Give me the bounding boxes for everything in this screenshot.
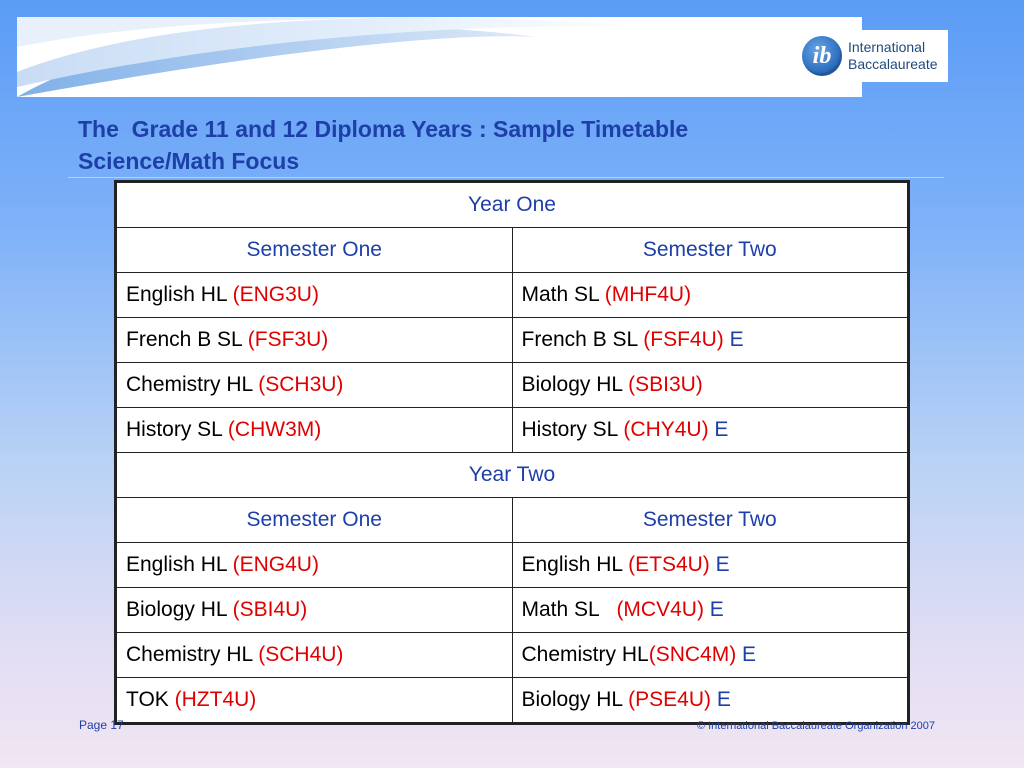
semester-two-course-cell bbox=[512, 363, 909, 408]
course-flag: E bbox=[703, 598, 724, 621]
slide-title-line-1: The Grade 11 and 12 Diploma Years : Sample Timetable bbox=[78, 116, 689, 142]
semester-one-course-cell bbox=[116, 678, 513, 724]
course-name: French B SL bbox=[521, 328, 644, 351]
copyright-notice: © International Baccalaureate Organization 2007 bbox=[696, 720, 935, 732]
course-row bbox=[116, 678, 909, 724]
course-row bbox=[116, 363, 909, 408]
year-heading: Year One bbox=[116, 182, 909, 228]
course-code: (MHF4U) bbox=[604, 283, 692, 306]
semester-two-course-cell bbox=[512, 588, 909, 633]
slide-title-line-2: Science/Math Focus bbox=[78, 148, 300, 174]
course-row bbox=[116, 318, 909, 363]
course-name: Math SL bbox=[521, 598, 617, 621]
course-row bbox=[116, 273, 909, 318]
course-row bbox=[116, 633, 909, 678]
semester-one-header: Semester One bbox=[116, 228, 513, 273]
course-name: Chemistry HL bbox=[521, 643, 649, 666]
semester-header-row bbox=[116, 228, 909, 273]
semester-one-course-cell bbox=[116, 273, 513, 318]
course-name: Math SL bbox=[521, 283, 605, 306]
course-row bbox=[116, 543, 909, 588]
course-name: English HL bbox=[521, 553, 629, 576]
course-flag: E bbox=[708, 418, 729, 441]
semester-two-course-cell bbox=[512, 633, 909, 678]
course-name: English HL bbox=[126, 553, 233, 576]
semester-one-course-cell bbox=[116, 588, 513, 633]
course-name: Biology HL bbox=[126, 598, 233, 621]
course-name: English HL bbox=[126, 283, 233, 306]
course-code: (CHW3M) bbox=[227, 418, 322, 441]
course-flag: E bbox=[709, 553, 730, 576]
header-banner bbox=[17, 17, 862, 97]
course-code: (ENG3U) bbox=[232, 283, 319, 306]
semester-two-course-cell bbox=[512, 678, 909, 724]
course-code: (PSE4U) bbox=[628, 688, 711, 711]
course-name: French B SL bbox=[126, 328, 248, 351]
ib-logo-mark: ib bbox=[802, 36, 842, 76]
course-row bbox=[116, 588, 909, 633]
course-code: (HZT4U) bbox=[174, 688, 257, 711]
course-code: (FSF3U) bbox=[247, 328, 329, 351]
semester-one-course-cell bbox=[116, 318, 513, 363]
course-code: (SBI3U) bbox=[628, 373, 703, 396]
course-flag: E bbox=[710, 688, 731, 711]
course-code: (SCH4U) bbox=[258, 643, 344, 666]
course-name: History SL bbox=[521, 418, 624, 441]
page-number: Page 17 bbox=[79, 718, 124, 732]
course-code: (SBI4U) bbox=[232, 598, 308, 621]
logo-line-1: International bbox=[848, 39, 926, 55]
course-name: Chemistry HL bbox=[126, 643, 259, 666]
course-code: (SNC4M) bbox=[648, 643, 737, 666]
course-name: Biology HL bbox=[521, 688, 629, 711]
course-code: (SCH3U) bbox=[258, 373, 344, 396]
title-divider bbox=[68, 177, 944, 178]
timetable bbox=[114, 180, 910, 725]
semester-two-course-cell bbox=[512, 543, 909, 588]
course-code: (ENG4U) bbox=[232, 553, 319, 576]
semester-two-course-cell bbox=[512, 273, 909, 318]
course-code: (MCV4U) bbox=[616, 598, 704, 621]
semester-one-course-cell bbox=[116, 408, 513, 453]
course-flag: E bbox=[736, 643, 757, 666]
year-heading-row bbox=[116, 453, 909, 498]
course-name: Chemistry HL bbox=[126, 373, 259, 396]
course-code: (ETS4U) bbox=[628, 553, 710, 576]
semester-one-course-cell bbox=[116, 633, 513, 678]
course-name: Biology HL bbox=[521, 373, 629, 396]
course-code: (CHY4U) bbox=[623, 418, 709, 441]
semester-one-course-cell bbox=[116, 363, 513, 408]
slide-title bbox=[78, 113, 878, 177]
semester-one-course-cell bbox=[116, 543, 513, 588]
semester-two-course-cell bbox=[512, 408, 909, 453]
course-code: (FSF4U) bbox=[643, 328, 724, 351]
course-name: TOK bbox=[126, 688, 175, 711]
semester-one-header: Semester One bbox=[116, 498, 513, 543]
course-name: History SL bbox=[126, 418, 228, 441]
course-flag: E bbox=[723, 328, 744, 351]
semester-header-row bbox=[116, 498, 909, 543]
semester-two-header: Semester Two bbox=[512, 228, 909, 273]
logo-line-2: Baccalaureate bbox=[848, 56, 938, 72]
year-heading-row bbox=[116, 182, 909, 228]
banner-swoosh-graphic bbox=[17, 17, 862, 97]
course-row bbox=[116, 408, 909, 453]
year-heading: Year Two bbox=[116, 453, 909, 498]
ib-logo bbox=[800, 30, 948, 82]
semester-two-course-cell bbox=[512, 318, 909, 363]
semester-two-header: Semester Two bbox=[512, 498, 909, 543]
ib-logo-text bbox=[848, 39, 938, 73]
